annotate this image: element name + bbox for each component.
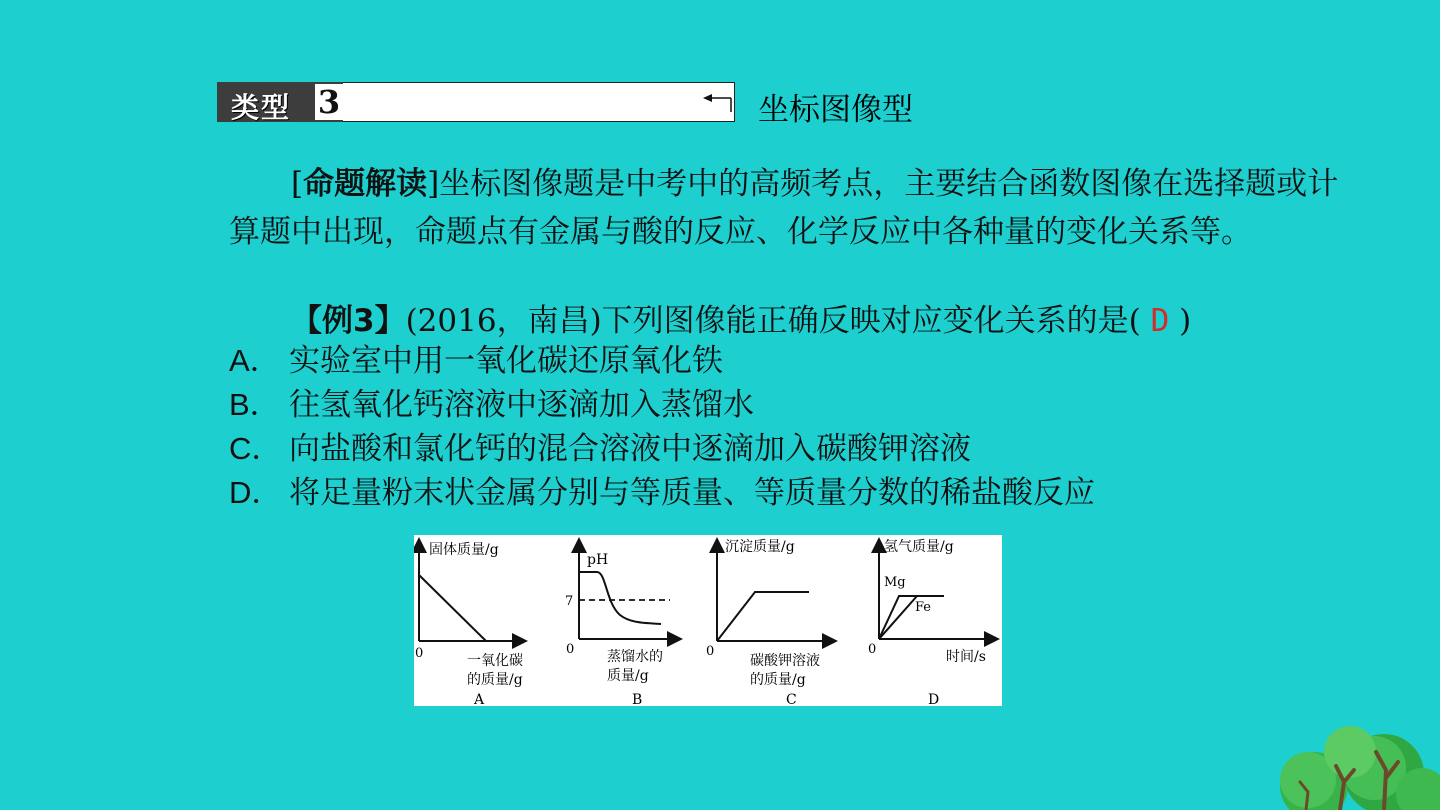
graph-b-xlabel-2: 质量/g [607, 668, 649, 684]
graph-c-caption: C [786, 692, 797, 706]
type-label-block [217, 82, 343, 122]
option-d[interactable] [229, 467, 1095, 512]
example-question [291, 295, 1191, 340]
graph-d-ylabel: 氢气质量/g [884, 539, 954, 555]
option-text: 将足量粉末状金属分别与等质量、等质量分数的稀盐酸反应 [289, 475, 1095, 511]
option-b[interactable] [229, 379, 754, 424]
graph-b-ylabel: pH [587, 552, 609, 568]
intro-bracket-open: [ [291, 166, 304, 202]
option-letter: D． [229, 475, 283, 510]
option-text: 向盐酸和氯化钙的混合溶液中逐滴加入碳酸钾溶液 [289, 431, 971, 467]
option-text: 往氢氧化钙溶液中逐滴加入蒸馏水 [289, 387, 754, 423]
example-source: (2016，南昌) [405, 303, 602, 339]
graph-a-xlabel-2: 的质量/g [467, 672, 523, 688]
graph-b-xlabel-1: 蒸馏水的 [607, 649, 663, 665]
graph-a-caption: A [474, 692, 485, 706]
tree-decoration-icon [1262, 722, 1440, 810]
graph-c [706, 539, 834, 706]
graph-d-series-fe: Fe [915, 600, 932, 615]
graph-c-xlabel-1: 碳酸钾溶液 [750, 653, 820, 669]
option-letter: C． [229, 431, 283, 466]
graph-a-line [419, 575, 486, 641]
example-label-open: 【 [291, 303, 322, 339]
intro-label: 命题解读 [303, 166, 428, 202]
example-answer: D [1150, 303, 1170, 339]
graph-d-caption: D [928, 692, 940, 706]
option-letter: B． [229, 387, 281, 422]
graph-a-ylabel: 固体质量/g [429, 542, 499, 558]
graph-d-origin: 0 [868, 642, 877, 657]
graph-b [565, 541, 679, 706]
graph-d [868, 539, 996, 706]
graph-d-xlabel: 时间/s [946, 649, 986, 665]
graph-a [415, 541, 524, 706]
graph-c-origin: 0 [706, 644, 715, 659]
graphs-figure [414, 535, 1002, 706]
option-letter: A． [229, 343, 281, 378]
type-label: 类型 [231, 91, 292, 124]
option-a[interactable] [229, 335, 723, 380]
section-title: 坐标图像型 [758, 92, 913, 128]
arrow-left-icon [703, 90, 733, 116]
example-label: 例3 [322, 303, 375, 339]
graph-d-series-mg: Mg [884, 575, 906, 590]
option-text: 实验室中用一氧化碳还原氧化铁 [289, 343, 723, 379]
intro-text: 坐标图像题是中考中的高频考点，主要结合函数图像在选择题或计算题中出现，命题点有金属与酸的反应、化学反应中各种量的变化关系等。 [229, 166, 1339, 250]
example-label-close: 】 [374, 303, 406, 339]
intro-bracket-close: ] [427, 166, 440, 202]
intro-paragraph [229, 160, 1359, 256]
graph-c-ylabel: 沉淀质量/g [725, 539, 795, 555]
type-banner [217, 82, 735, 122]
graph-c-line [717, 592, 809, 641]
graph-b-origin: 0 [566, 642, 575, 657]
graph-c-xlabel-2: 的质量/g [750, 672, 806, 688]
graph-d-fe-line [879, 596, 917, 639]
graph-b-caption: B [632, 692, 643, 706]
option-c[interactable] [229, 423, 971, 468]
graph-a-xlabel-1: 一氧化碳 [467, 653, 523, 669]
graph-a-origin: 0 [415, 646, 424, 661]
type-number: 3 [315, 84, 343, 120]
graph-b-curve [580, 572, 661, 624]
graph-b-tick-7: 7 [565, 594, 574, 609]
example-question-text: 下列图像能正确反映对应变化关系的是( [601, 303, 1141, 339]
example-question-close: ) [1179, 303, 1192, 339]
